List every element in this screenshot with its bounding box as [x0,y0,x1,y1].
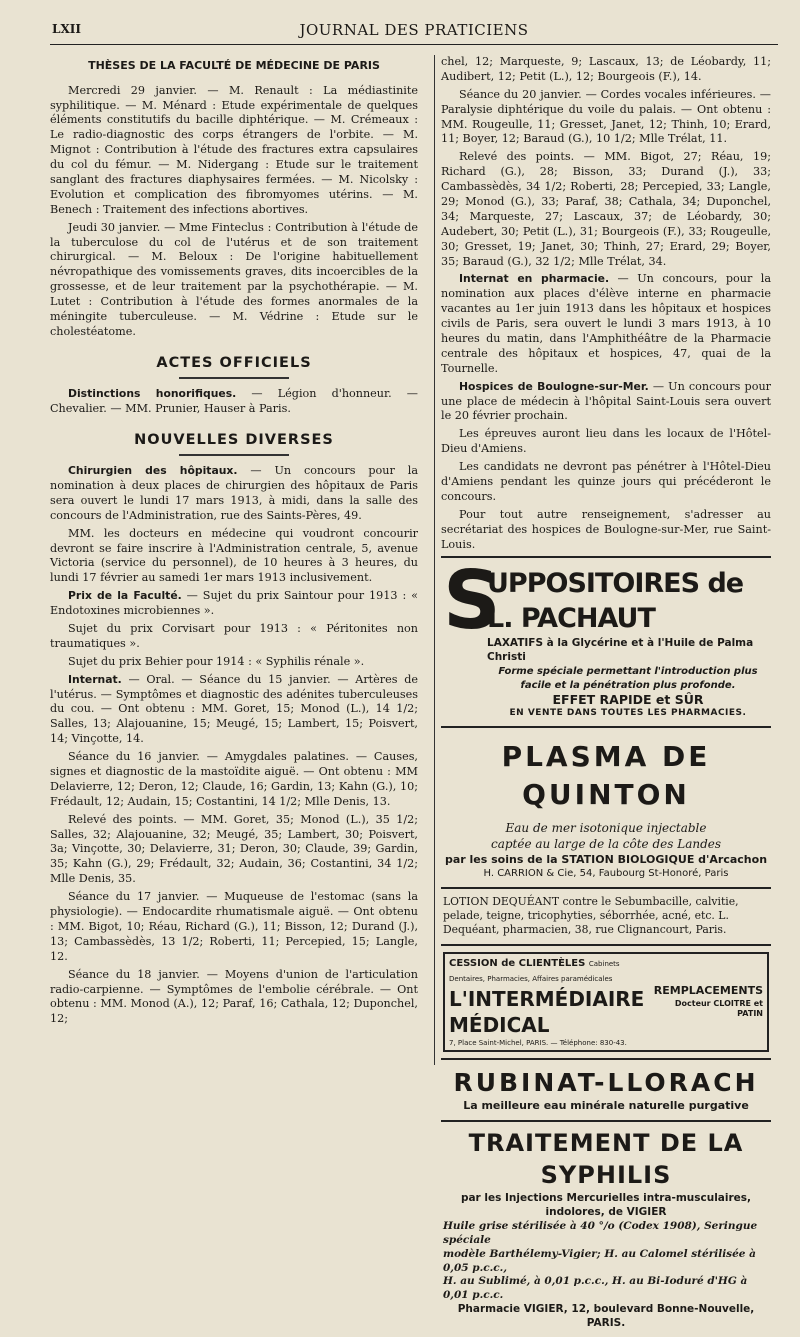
pharmacie-head: Internat en pharmacie. [459,272,610,286]
ad-cession-docteurs: Docteur CLOITRE et PATIN [674,998,763,1019]
theses-paragraph: Jeudi 30 janvier. — Mme Finteclus : Contribution à l'étude de la tuberculose du col de l'utérus et de son traitement chirurgical. — M. Beloux : De l'origine habituellement névropathique des vomissements graves, dits incoercibles de la grossesse, et de leur traitement par la psychothérapie. — M. Lutet : Contribution à l'étude des formes anormales de la méningite tuberculeuse. — M. Védrine : Etude sur le cholestéatome. [50,220,418,338]
ad-cession-remplacements: REMPLACEMENTS [653,983,763,997]
chirurgien-paragraph [50,464,418,524]
column-rule [434,55,435,1065]
ad-suppositoires-title: UPPOSITOIRES de L. PACHAUT [487,567,744,635]
prix-paragraph-2: Sujet du prix Corvisart pour 1913 : « Péritonites non traumatiques ». [50,622,418,650]
ad-lotion: LOTION DEQUÉANT contre le Sebumbacille, calvitie, pelade, teigne, tricophyties, séborrhée, acné, etc. L. Dequéant, pharmacien, 38, rue Clignancourt, Paris. [441,887,771,944]
prix-head: Prix de la Faculté. [68,589,182,603]
hospices-text: — Un concours pour une place de médecin à l'hôpital Saint-Louis sera ouvert le 20 février prochain. [441,379,771,423]
ad-rubinat-sub: La meilleure eau minérale naturelle purgative [463,1099,749,1113]
ad-big-initial: S [443,553,501,647]
ad-plasma-station: par les soins de la STATION BIOLOGIQUE d'Arcachon [444,852,768,866]
hospices-paragraph-4: Pour tout autre renseignement, s'adresser au secrétariat des hospices de Boulogne-sur-Mer, rue Saint-Louis. [441,507,771,551]
actes-head: Distinctions honorifiques. [68,387,237,401]
prix-paragraph-3: Sujet du prix Behier pour 1914 : « Syphilis rénale ». [68,654,365,668]
nouvelles-title: NOUVELLES DIVERSES [134,431,334,448]
internat-paragraph [50,673,418,747]
ad-suppositoires [441,553,771,727]
chirurgien-paragraph-2: MM. les docteurs en médecine qui voudront concourir devront se faire inscrire à l'Administration centrale, 5, avenue Victoria (service du personnel), de 10 heures à 3 heures, du lundi 17 février au samedi 1er mars 1913 inclusivement. [50,526,418,585]
ad-traitement-italic-2: modèle Barthélemy-Vigier; H. au Calomel stérilisée à 0,05 p.c.c., [443,1247,756,1274]
hospices-paragraph-2: Les épreuves auront lieu dans les locaux de l'Hôtel-Dieu d'Amiens. [441,427,771,456]
seance-17-paragraph: Séance du 17 janvier. — Muqueuse de l'estomac (sans la physiologie). — Endocardite rhumatismale aiguë. — Ont obtenu : MM. Bigot, 10; Réau, Richard (G.), 11; Bisson, 12; Durand (J.), 13; Cambassèdès, 13 1/2; Roberti, 11; Percepied, 15; Langle, 12. [50,890,418,963]
actes-title: ACTES OFFICIELS [156,354,312,371]
ad-suppositoires-effet: EFFET RAPIDE et SÛR [552,691,704,707]
ad-rubinat-title: RUBINAT-LLORACH [453,1068,759,1098]
internat-head: Internat. [68,672,122,686]
ad-cession-small: Cabinets Dentaires, Pharmacies, Affaires paramédicales [449,959,620,983]
ad-cession-address: 7, Place Saint-Michel, PARIS. — Téléphone: 830-43. [449,1038,627,1047]
chirurgien-text: — Un concours pour la nomination à deux places de chirurgien des hôpitaux de Paris sera ouvert le lundi 17 mars 1913, à midi, dans la salle des concours de l'Administration, rue des Saints-Pères, 49. [50,464,418,522]
seance-16-paragraph: Séance du 16 janvier. — Amygdales palatines. — Causes, signes et diagnostic de la mastoïdite aiguë. — Ont obtenu : MM Delavierre, 12; Deron, 12; Claude, 16; Gardin, 13; Kahn (G.), 10; Frédault, 12; Audain, 15; Costantini, 14 1/2; Mlle Denis, 13. [50,750,418,808]
pharmacie-paragraph [441,272,771,376]
theses-title: THÈSES DE LA FACULTÉ DE MÉDECINE DE PARIS [88,59,380,72]
actes-text: — Légion d'honneur. — Chevalier. — MM. Prunier, Hauser à Paris. [50,387,418,415]
ad-plasma-address: H. CARRION & Cie, 54, Faubourg St-Honoré, Paris [483,868,729,880]
prix-paragraph [50,589,418,619]
right-column [441,55,771,1337]
left-column [50,55,428,1337]
ad-traitement-address: Pharmacie VIGIER, 12, boulevard Bonne-Nouvelle, PARIS. [457,1303,755,1330]
hospices-paragraph [441,380,771,425]
ad-traitement-italic: Huile grise stérilisée à 40 °/o (Codex 1908), Seringue spéciale [443,1219,758,1246]
ad-plasma-sub-2: captée au large de la côte des Landes [490,836,722,851]
pharmacie-text: — Un concours, pour la nomination aux places d'élève interne en pharmacie vacantes au 1er juin 1913 dans les hôpitaux et hospices civils de Paris, sera ouvert le lundi 3 mars 1913, à 10 heures du matin, dans l'Amphithéâtre de la Pharmacie centrale des hôpitaux et hospices, 47, quai de la Tournelle. [441,272,772,375]
ad-suppositoires-vente: EN VENTE DANS TOUTES LES PHARMACIES. [509,708,747,719]
ad-rubinat [441,1058,771,1120]
ad-traitement-title: TRAITEMENT DE LA SYPHILIS [468,1128,744,1189]
seance-20-paragraph: Séance du 20 janvier. — Cordes vocales inférieures. — Paralysie diphtérique du voile du palais. — Ont obtenu : MM. Rougeulle, 11; Gresset, Janet, 12; Thinh, 10; Erard, 11; Boyer, 12; Baraud (G.), 10 1/2; Mlle Trélat, 11. [441,87,771,146]
theses-paragraph: Mercredi 29 janvier. — M. Renault : La médiastinite syphilitique. — M. Ménard : Etude expérimentale de quelques éléments constitutifs du bacille diphtérique. — M. Crémeaux : Le radio-diagnostic des corps étrangers de l'orbite. — M. Mignot : Contribution à l'étude des fractures extra capsulaires du col du fémur. — M. Nidergang : Etude sur le traitement sanglant des fractures diaphysaires fermées. — M. Nicolsky : Evolution et complication des fibromyomes utérins. — M. Benech : Traitement des infections abortives. [50,83,418,216]
ad-suppositoires-line: LAXATIFS à la Glycérine et à l'Huile de Palma Christi [487,637,754,664]
journal-title: JOURNAL DES PRATICIENS [299,21,529,39]
section-rule [179,454,289,456]
page-number: LXII [52,22,81,36]
ad-plasma-sub: Eau de mer isotonique injectable [505,820,707,835]
hospices-paragraph-3: Les candidats ne devront pas pénétrer à l'Hôtel-Dieu d'Amiens pendant les quinze jours qui précéderont le concours. [441,460,771,503]
ad-traitement [441,1120,771,1337]
ad-suppositoires-italic: Forme spéciale permettant l'introduction plus facile et la pénétration plus profonde. [498,666,758,691]
running-head [50,18,778,45]
ad-cession [441,944,771,1058]
hospices-head: Hospices de Boulogne-sur-Mer. [459,379,649,393]
actes-paragraph [50,387,418,417]
releve-paragraph-2: Relevé des points. — MM. Bigot, 27; Réau, 19; Richard (G.), 28; Bisson, 33; Durand (J.), 33; Cambassèdès, 34 1/2; Roberti, 28; Percepied, 33; Langle, 29; Monod (G.), 33; Paraf, 38; Cathala, 34; Duponchel, 34; Marqueste, 27; Lascaux, 37; de Léobardy, 30; Audebert, 30; Petit (L.), 31; Bourgeois (F.), 33; Rougeulle, 30; Gresset, 19; Janet, 30; Thinh, 27; Erard, 29; Boyer, 35; Baraud (G.), 32 1/2; Mlle Trélat, 34. [441,150,771,268]
section-rule [179,377,289,379]
ad-plasma-title: PLASMA DE QUINTON [501,740,711,811]
ad-cession-label: CESSION de CLIENTÈLES [449,957,586,969]
internat-text: — Oral. — Séance du 15 janvier. — Artères de l'utérus. — Symptômes et diagnostic des adénites tuberculeuses du cou. — Ont obtenu : MM. Goret, 15; Monod (L.), 14 1/2; Salles, 13; Alajouanine, 15; Meugé, 15; Lambert, 15; Poisvert, 14; Vinçotte, 14. [50,672,418,746]
ad-cession-title: L'INTERMÉDIAIRE MÉDICAL [449,986,645,1038]
ad-traitement-italic-3: H. au Sublimé, à 0,01 p.c.c., H. au Bi-Ioduré d'HG à 0,01 p.c.c. [443,1275,748,1302]
ad-traitement-sub: par les Injections Mercurielles intra-musculaires, [460,1191,752,1204]
seance-18-paragraph: Séance du 18 janvier. — Moyens d'union de l'articulation radio-carpienne. — Symptômes de l'embolie cérébrale. — Ont obtenu : MM. Monod (A.), 12; Paraf, 16; Cathala, 12; Duponchel, 12; [50,967,418,1026]
continuation-paragraph: chel, 12; Marqueste, 9; Lascaux, 13; de Léobardy, 11; Audibert, 12; Petit (L.), 12; Bourgeois (F.), 14. [441,55,771,83]
prix-text: — Sujet du prix Saintour pour 1913 : « Endotoxines microbiennes ». [50,589,418,618]
chirurgien-head: Chirurgien des hôpitaux. [68,464,238,478]
releve-paragraph: Relevé des points. — MM. Goret, 35; Monod (L.), 35 1/2; Salles, 32; Alajouanine, 32; Meugé, 35; Lambert, 30; Poisvert, 3a; Vinçotte, 30; Delavierre, 31; Deron, 30; Claude, 39; Gardin, 35; Kahn (G.), 29; Frédault, 32; Audain, 36; Costantini, 34 1/2; Mlle Denis, 35. [50,812,418,886]
ad-plasma [441,726,771,886]
ad-traitement-sub-2: indolores, de VIGIER [545,1205,667,1218]
